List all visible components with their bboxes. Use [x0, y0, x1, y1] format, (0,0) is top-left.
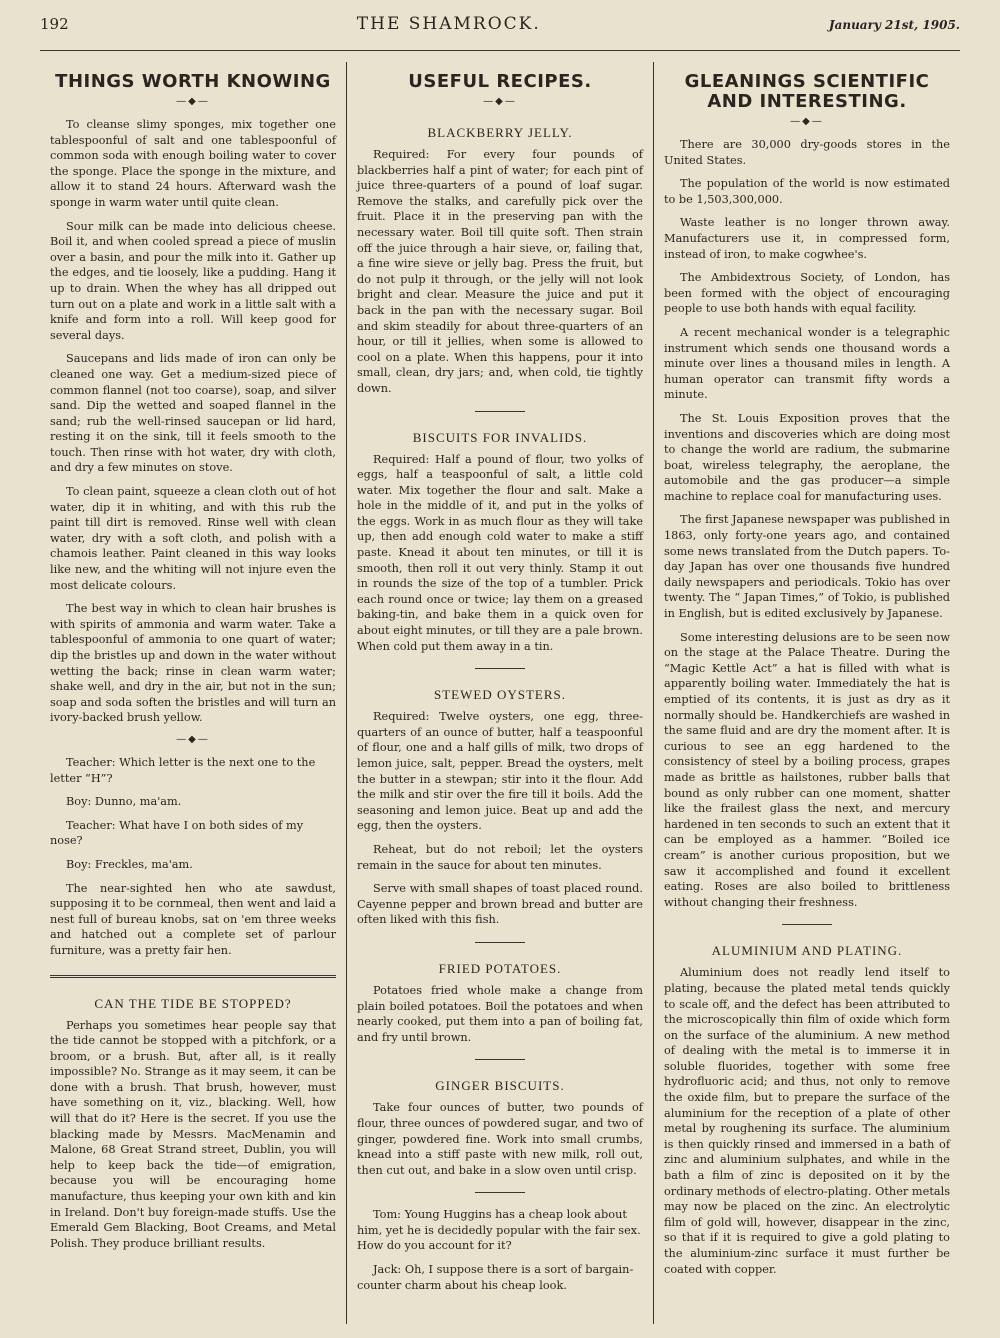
recipe-body: Potatoes fried whole make a change from plain boiled potatoes. Boil the potatoes and when nearly cooked, put them into a pan of boiling fat, and fry until brown.: [357, 983, 643, 1044]
column-right: [654, 62, 960, 1324]
ornament: —◆—: [790, 116, 824, 127]
aluminium-article: Aluminium does not readly lend itself to plating, because the plated metal tends quickly to scale off, and the defect has been attributed to the microscopically thin film of oxide which form on the surface of the aluminium. A new method of dealing with the metal is to immerse it in soluble fluorides, together with some free hydrofluoric acid; and thus, not only to remove the oxide film, but to prepare the surface of the aluminium for the reception of a plate of other metal by roughening its surface. The aluminium is then quickly rinsed and immersed in a bath of zinc and aluminium sulphates, and while in the bath a film of zinc is deposited on it by the ordinary methods of electro-plating. Other metals may now be placed on the zinc. An electrolytic film of gold will, however, disappear in the zinc, so that if it is required to give a gold plating to the aluminium-zinc surface it must further be coated with copper.: [664, 966, 950, 1276]
gleaning: Waste leather is no longer thrown away. Manufacturers use it, in compressed form, instead of iron, to make cogwhee's.: [664, 216, 950, 261]
column-left: [40, 62, 346, 1324]
divider: [475, 942, 525, 943]
tip-cheese: Sour milk can be made into delicious cheese. Boil it, and when cooled spread a piece of muslin over a basin, and pour the milk into it. Gather up the edges, and tie loosely, like a pudding. Hang it up to drain. When the whey has all dripped out turn out on a plate and work in a little salt with a knife and form into a roll. Will keep good for several days.: [50, 219, 336, 342]
hen-anecdote: The near-sighted hen who ate sawdust, supposing it to be cornmeal, then went and laid a nest full of bureau knobs, sat on 'em three weeks and hatched out a complete set of parlour furniture, was a pretty fair hen.: [50, 881, 336, 957]
heading-aluminium: ALUMINIUM AND PLATING.: [711, 943, 903, 959]
dialogue-line: Boy: Dunno, ma'am.: [66, 795, 182, 809]
heading-gleanings: GLEANINGS SCIENTIFIC AND INTERESTING.: [684, 71, 930, 112]
dialogue-line: Boy: Freckles, ma'am.: [66, 857, 193, 871]
ornament: —◆—: [176, 733, 210, 745]
divider: [475, 668, 525, 669]
dialogue-line: Teacher: What have I on both sides of my nose?: [50, 818, 304, 848]
ornament: —◆—: [483, 96, 517, 107]
dialogue-line: Tom: Young Huggins has a cheap look about him, yet he is decidedly popular with the fair sex. How do you account for it?: [357, 1208, 641, 1253]
recipe-body: Take four ounces of butter, two pounds of flour, three ounces of powdered sugar, and two of ginger, powdered fine. Work into small crumbs, knead into a stiff paste with new milk, roll out, then cut out, and bake in a slow oven until crisp.: [357, 1101, 643, 1177]
recipe-title: GINGER BISCUITS.: [435, 1078, 565, 1094]
recipe-body: Required: For every four pounds of blackberries half a pint of water; for each pint of juice three-quarters of a pound of loaf sugar. Remove the stalks, and carefully pick over the fruit. Place it in the preserving pan with the necessary water. Boil till quite soft. Then strain off the juice through a hair sieve, or, failing that, a fine wire sieve or jelly bag. Press the fruit, but do not pulp it through, or the jelly will not look bright and clear. Measure the juice and put it back in the pan with the necessary sugar. Boil and skim steadily for about three-quarters of an hour, or till it jellies, when some is allowed to cool on a plate. When this happens, pour it into small, clean, dry jars; and, when cold, tie tightly down.: [357, 148, 643, 395]
joke-dialogue: [357, 1207, 643, 1293]
heading-things-worth-knowing: THINGS WORTH KNOWING: [55, 71, 331, 92]
paper-title: THE SHAMROCK.: [356, 14, 541, 34]
gleaning: The St. Louis Exposition proves that the inventions and discoveries which are doing most to change the world are radium, the submarine boat, wireless telegraphy, the aeroplane, the automobile and the gas producer—a simple machine to replace coal for manufacturing uses.: [664, 411, 950, 503]
recipe-body: Serve with small shapes of toast placed round. Cayenne pepper and brown bread and butter are often liked with this fish.: [357, 882, 643, 927]
ornament: —◆—: [176, 96, 210, 107]
dialogue-line: Teacher: Which letter is the next one to the letter “H”?: [50, 755, 316, 785]
gleaning: The first Japanese newspaper was published in 1863, only forty-one years ago, and contained some news translated from the Dutch papers. To-day Japan has over one thousands five hundred daily newspapers and periodicals. Tokio has over twenty. The “ Japan Times,” of Tokio, is published in English, but is edited exclusively by Japanese.: [664, 513, 950, 621]
gleaning: There are 30,000 dry-goods stores in the United States.: [664, 138, 950, 167]
recipe-body: Required: Twelve oysters, one egg, three-quarters of an ounce of butter, half a teaspoonful of flour, one and a half gills of milk, two drops of lemon juice, salt, pepper. Bread the oysters, melt the butter in a stewpan; stir into it the flour. Add the milk and stir over the fire till it boils. Add the seasoning and lemon juice. Beat up and add the egg, then the oysters.: [357, 710, 643, 833]
issue-date: January 21st, 1905.: [828, 18, 960, 32]
tip-saucepans: Saucepans and lids made of iron can only be cleaned one way. Get a medium-sized piece of common flannel (not too coarse), soap, and silver sand. Dip the wetted and soaped flannel in the sand; rub the well-rinsed saucepan or lid hard, resting it on the sink, till it feels smooth to the touch. Then rinse with hot water, dry with cloth, and dry a few minutes on stove.: [50, 352, 336, 475]
recipe-title: FRIED POTATOES.: [438, 960, 562, 976]
tip-paint: To clean paint, squeeze a clean cloth out of hot water, dip it in whiting, and with this rub the paint till dirt is removed. Rinse well with clean water, dry with a soft cloth, and polish with a chamois leather. Paint cleaned in this way looks like new, and the whiting will not injure even the most delicate colours.: [50, 485, 336, 592]
recipe-body: Required: Half a pound of flour, two yolks of eggs, half a teaspoonful of salt, a little cold water. Mix together the flour and salt. Make a hole in the middle of it, and put in the yolks of the eggs. Work in as much flour as they will take up, then add enough cold water to make a stiff paste. Knead it about ten minutes, or till it is smooth, then roll it out very thinly. Stamp it out in rounds the size of the top of a tumbler. Prick each round once or twice; lay them on a greased baking-tin, and bake them in a quick oven for about eight minutes, or till they are a pale brown. When cold put them away in a tin.: [357, 452, 643, 653]
column-middle: [346, 62, 654, 1324]
gleaning: A recent mechanical wonder is a telegraphic instrument which sends one thousand words a minute over lines a thousand miles in length. A human operator can transmit fifty words a minute.: [664, 325, 950, 402]
masthead-rule: [40, 50, 960, 51]
recipe-title: STEWED OYSTERS.: [434, 687, 566, 703]
tide-article: Perhaps you sometimes hear people say that the tide cannot be stopped with a pitchfork, or a broom, or a brush. But, after all, is it really impossible? No. Strange as it may seem, it can be done with a brush. That brush, however, must have something on it, viz., blacking. Well, how will that do it? Here is the secret. If you use the blacking made by Messrs. MacMenamin and Malone, 68 Great Strand street, Dublin, you will help to keep back the tide—of emigration, because you will be encouraging home manufacture, thus keeping your own kith and kin in Ireland. Don't buy foreign-made stuffs. Use the Emerald Gem Blacking, Boot Creams, and Metal Polish. They produce brilliant results.: [50, 1018, 336, 1250]
dialogue-line: Jack: Oh, I suppose there is a sort of bargain-counter charm about his cheap look.: [357, 1263, 634, 1292]
divider: [475, 411, 525, 412]
recipe-body: Reheat, but do not reboil; let the oysters remain in the sauce for about ten minutes.: [357, 842, 643, 872]
tip-sponges: To cleanse slimy sponges, mix together one tablespoonful of salt and one tablespoonful of common soda with enough boiling water to cover the sponge. Place the sponge in the mixture, and allow it to stand 24 hours. Afterward wash the sponge in warm water until quite clean.: [50, 118, 336, 209]
gleaning: The population of the world is now estimated to be 1,503,300,000.: [664, 177, 950, 206]
tip-hair-brushes: The best way in which to clean hair brushes is with spirits of ammonia and warm water. Take a tablespoonful of ammonia to one quart of water; dip the bristles up and down in the water without wetting the back; rinse in clean warm water; shake well, and dry in the air, but not in the sun; soap and soda soften the bristles and will turn an ivory-backed brush yellow.: [50, 602, 336, 725]
divider: [475, 1192, 525, 1193]
recipe-title: BISCUITS FOR INVALIDS.: [412, 429, 588, 445]
section-rule: [50, 975, 336, 978]
divider: [475, 1059, 525, 1060]
gleaning: Some interesting delusions are to be seen now on the stage at the Palace Theatre. During the “Magic Kettle Act” a hat is filled with what is apparently boiling water. Immediately the hat is emptied of its contents, it is just as dry as it normally should be. Handkerchiefs are washed in the same fluid and are dry the moment after. It is curious to see an egg hardened to the consistency of steel by a boiling process, grapes made as brittle as hailstones, rubber balls that bound as only rubber can one moment, shatter like the frailest glass the next, and mercury hardened in ten seconds to such an extent that it can be employed as a hammer. “Boiled ice cream” is another curious proposition, but we saw it accomplished and found it excellent eating. Roses are also boiled to brittleness without changing their freshness.: [664, 630, 950, 909]
heading-useful-recipes: USEFUL RECIPES.: [408, 71, 592, 92]
recipe-title: BLACKBERRY JELLY.: [427, 125, 573, 140]
joke-dialogue: [50, 755, 336, 873]
page-number: 192: [40, 15, 69, 33]
gleaning: The Ambidextrous Society, of London, has been formed with the object of encouraging people to use both hands with equal facility.: [664, 271, 950, 316]
columns: [40, 62, 960, 1324]
masthead: [40, 14, 960, 42]
heading-tide: CAN THE TIDE BE STOPPED?: [94, 995, 292, 1011]
divider: [782, 924, 832, 925]
